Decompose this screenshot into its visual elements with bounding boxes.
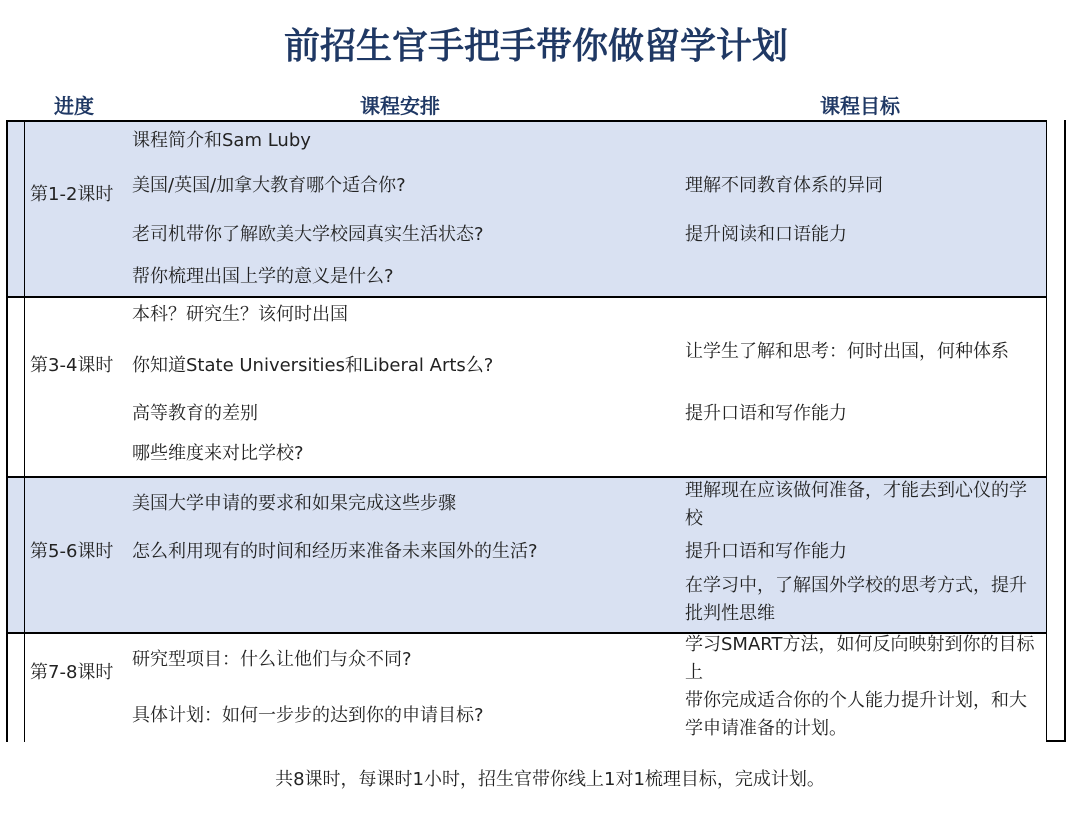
row-4-schedule-1: 研究型项目：什么让他们与众不同? (132, 649, 412, 670)
row-4-goal-1: 学习SMART方法，如何反向映射到你的目标上 (685, 634, 1035, 683)
row-1-goal-2: 提升阅读和口语能力 (685, 224, 847, 245)
table-inner-left-border (24, 120, 25, 742)
column-header-schedule: 课程安排 (360, 94, 440, 118)
row-2-goal-1: 让学生了解和思考：何时出国，何种体系 (685, 341, 1009, 362)
row-1-schedule-2: 美国/英国/加拿大教育哪个适合你? (132, 175, 406, 196)
row-1-schedule-4: 帮你梳理出国上学的意义是什么? (132, 266, 394, 287)
row-1-period: 第1-2课时 (30, 184, 114, 205)
row-2-period: 第3-4课时 (30, 355, 114, 376)
row-3-period: 第5-6课时 (30, 541, 114, 562)
row-3-schedule-2: 怎么利用现有的时间和经历来准备未来国外的生活? (132, 541, 538, 562)
row-1-schedule-3: 老司机带你了解欧美大学校园真实生活状态? (132, 224, 484, 245)
row-2-goal-2: 提升口语和写作能力 (685, 403, 847, 424)
row-4-goal-2: 带你完成适合你的个人能力提升计划，和大学申请准备的计划。 (685, 690, 1027, 739)
row-1-schedule-1: 课程简介和Sam Luby (132, 130, 311, 151)
row-3-goal-1: 理解现在应该做何准备，才能去到心仪的学校 (685, 480, 1027, 529)
row-2-schedule-2: 你知道State Universities和Liberal Arts么? (132, 355, 494, 376)
row-2-schedule-4: 哪些维度来对比学校? (132, 443, 304, 464)
page-title: 前招生官手把手带你做留学计划 (283, 26, 788, 67)
table-inner-right-border (1046, 476, 1047, 742)
column-header-goal: 课程目标 (820, 94, 900, 118)
row-3-goal-2: 提升口语和写作能力 (685, 541, 847, 562)
footer-note: 共8课时，每课时1小时，招生官带你线上1对1梳理目标，完成计划。 (275, 769, 825, 790)
table-inner-right-border (1046, 120, 1047, 476)
row-3-goal-3: 在学习中，了解国外学校的思考方式，提升批判性思维 (685, 575, 1027, 624)
row-1-goal-1: 理解不同教育体系的异同 (685, 175, 883, 196)
column-header-progress: 进度 (54, 94, 94, 118)
row-2-schedule-3: 高等教育的差别 (132, 403, 258, 424)
row-4-period: 第7-8课时 (30, 662, 114, 683)
row-2-schedule-1: 本科？研究生？该何时出国 (132, 304, 348, 325)
row-3-schedule-1: 美国大学申请的要求和如果完成这些步骤 (132, 493, 456, 514)
row-4-schedule-2: 具体计划：如何一步步的达到你的申请目标? (132, 705, 484, 726)
